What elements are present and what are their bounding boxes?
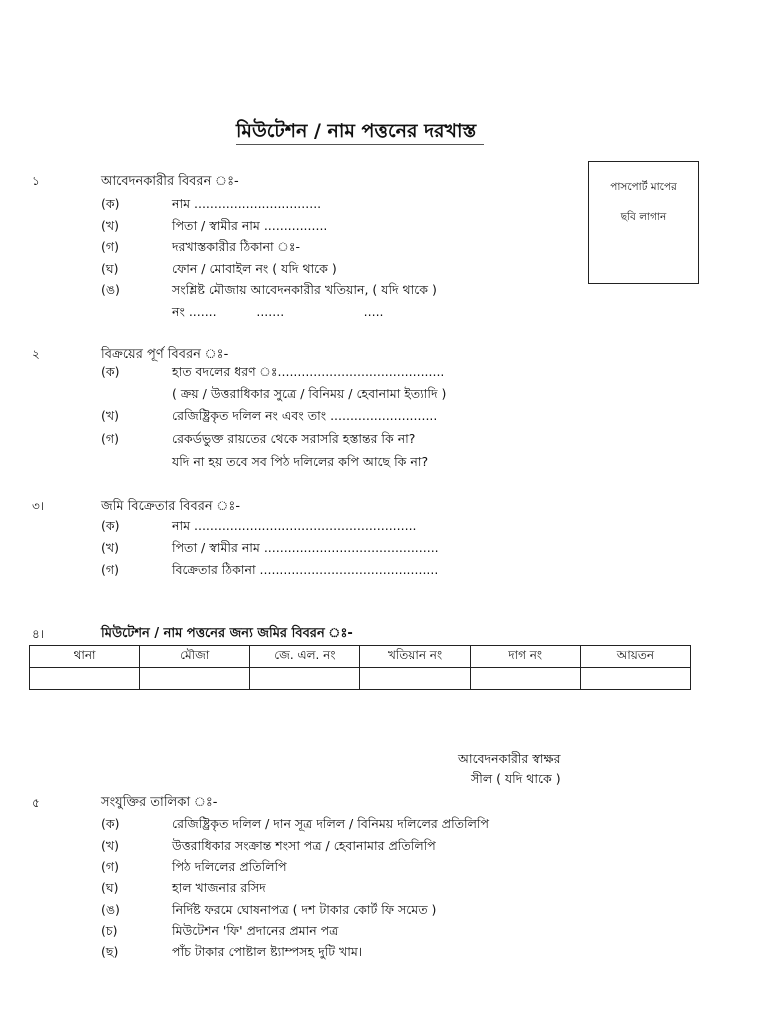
table-cell[interactable]: [250, 668, 360, 690]
section-4-number: ৪।: [32, 627, 45, 641]
section-4-heading: মিউটেশন / নাম পত্তনের জন্য জমির বিবরন ঃ-: [101, 626, 353, 641]
table-cell[interactable]: [470, 668, 580, 690]
column-header-mouza: মৌজা: [140, 646, 250, 668]
section-1-number: ১: [32, 174, 40, 188]
section-5-number: ৫: [32, 796, 40, 810]
column-header-dag-no: দাগ নং: [470, 646, 580, 668]
table-cell[interactable]: [140, 668, 250, 690]
table-cell[interactable]: [360, 668, 470, 690]
table-cell[interactable]: [30, 668, 140, 690]
section-3-number: ৩।: [32, 499, 45, 513]
s5-item-text: মিউটেশন 'ফি' প্রদানের প্রমান পত্র: [172, 923, 339, 938]
s3-item-text: বিক্রেতার ঠিকানা .............................................: [172, 562, 439, 577]
seal-label: সীল ( যদি থাকে ): [471, 771, 561, 786]
s2-item-label: (খ): [101, 408, 119, 423]
s1-item-label: (ঙ): [101, 282, 120, 297]
s2-item-text: ( ক্রয় / উত্তরাধিকার সুত্রে / বিনিময় / হেবানামা ইত্যাদি ): [172, 386, 447, 401]
title-underline: [236, 144, 484, 145]
s2-item-text: রেজিষ্ট্রিকৃত দলিল নং এবং তাং ...........................: [172, 408, 438, 423]
s1-item-text: পিতা / স্বামীর নাম ................: [172, 218, 328, 233]
column-header-jl-no: জে. এল. নং: [250, 646, 360, 668]
s5-item-label: (গ): [101, 859, 119, 874]
s1-item-label: (ক): [101, 196, 120, 211]
s3-item-label: (গ): [101, 562, 119, 577]
s1-item-label: (ঘ): [101, 261, 119, 276]
photo-box-line1: পাসপোর্ট মাপের: [610, 181, 677, 193]
s1-item-text: নাম ................................: [172, 196, 322, 211]
table-header-row: [30, 646, 691, 668]
s5-item-label: (চ): [101, 923, 118, 938]
applicant-signature-label: আবেদনকারীর স্বাক্ষর: [458, 751, 561, 766]
s5-item-label: (ক): [101, 816, 120, 831]
s1-item-text: দরখাস্তকারীর ঠিকানা ঃ-: [172, 239, 300, 254]
s2-item-text: হাত বদলের ধরণ ঃ..........................................: [172, 364, 445, 379]
photo-box: [588, 161, 699, 284]
form-title: মিউটেশন / নাম পত্তনের দরখাস্ত: [236, 120, 477, 142]
s1-item-label: (গ): [101, 239, 119, 254]
s3-item-text: পিতা / স্বামীর নাম ............................................: [172, 540, 439, 555]
s5-item-label: (ঘ): [101, 880, 119, 895]
s3-item-text: নাম ........................................................: [172, 518, 417, 533]
s5-item-text: উত্তরাধিকার সংক্রান্ত শংসা পত্র / হেবানামার প্রতিলিপি: [172, 838, 436, 853]
s5-item-text: হাল খাজনার রসিদ: [172, 880, 266, 895]
column-header-thana: থানা: [30, 646, 140, 668]
section-2-number: ২: [32, 347, 40, 361]
photo-box-line2: ছবি লাগান: [620, 211, 667, 223]
s1-item-text: ফোন / মোবাইল নং ( যদি থাকে ): [172, 261, 337, 276]
s5-item-label: (ছ): [101, 944, 119, 959]
section-3-heading: জমি বিক্রেতার বিবরন ঃ-: [101, 499, 241, 514]
table-cell[interactable]: [580, 668, 690, 690]
s5-item-label: (খ): [101, 838, 119, 853]
s1-item-text: সংশ্লিষ্ট মৌজায় আবেদনকারীর খতিয়ান, ( যদি থাকে ): [172, 282, 437, 297]
s3-item-label: (খ): [101, 540, 119, 555]
s5-item-label: (ঙ): [101, 902, 120, 917]
section-1-heading: আবেদনকারীর বিবরন ঃ-: [101, 174, 239, 189]
column-header-khatian-no: খতিয়ান নং: [360, 646, 470, 668]
s2-item-text: রেকর্ডভুক্ত রায়তের থেকে সরাসরি হস্তান্তর কি না?: [172, 431, 416, 446]
section-5-heading: সংযুক্তির তালিকা ঃ-: [101, 795, 218, 810]
s5-item-text: নির্দিষ্ট ফরমে ঘোষনাপত্র ( দশ টাকার কোর্ট ফি সমেত ): [172, 902, 437, 917]
land-details-table: [29, 645, 691, 690]
s1-number-line: নং ....... ....... .....: [172, 304, 384, 319]
section-2-heading: বিক্রয়ের পূর্ণ বিবরন ঃ-: [101, 347, 229, 362]
s5-item-text: পাঁচ টাকার পোষ্টাল ষ্ট্যাম্পসহ দুটি খাম।: [172, 944, 363, 959]
s2-item-label: (ক): [101, 364, 120, 379]
s3-item-label: (ক): [101, 518, 120, 533]
s1-item-label: (খ): [101, 218, 119, 233]
s5-item-text: পিঠ দলিলের প্রতিলিপি: [172, 859, 287, 874]
column-header-area: আয়তন: [580, 646, 690, 668]
table-row: [30, 668, 691, 690]
s2-item-text: যদি না হয় তবে সব পিঠ দলিলের কপি আছে কি না?: [172, 454, 429, 469]
s5-item-text: রেজিষ্ট্রিকৃত দলিল / দান সূত্র দলিল / বিনিময় দলিলের প্রতিলিপি: [172, 816, 489, 831]
s2-item-label: (গ): [101, 431, 119, 446]
